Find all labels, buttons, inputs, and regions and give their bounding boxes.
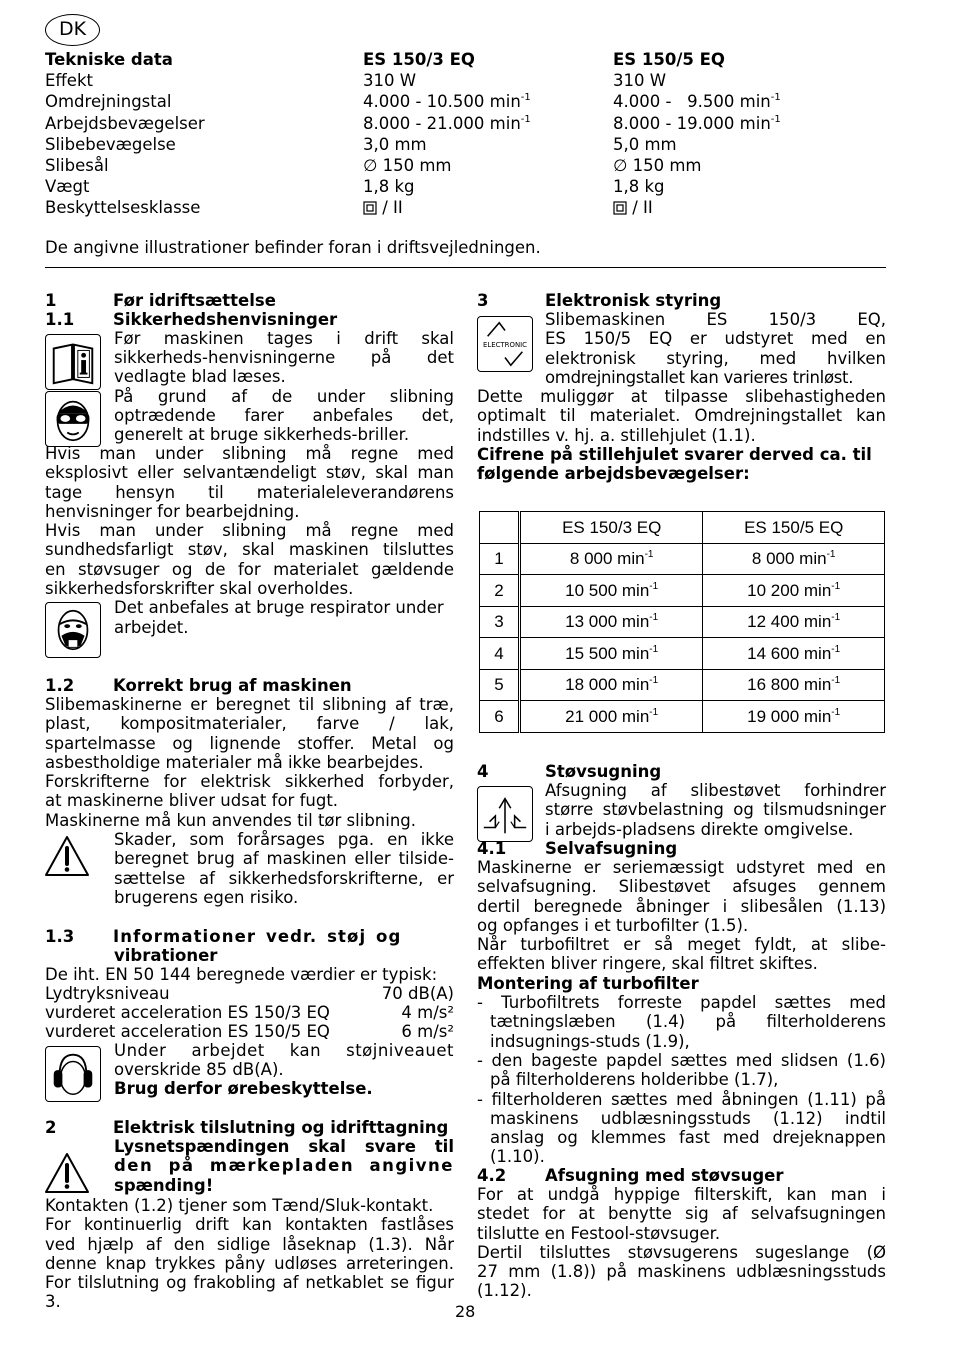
text-line: Afsugning af slibestøvet forhindrer bbox=[545, 781, 886, 800]
text-line: Maskinerne må kun anvendes til tør slibning. bbox=[45, 810, 417, 830]
section-1-2-heading: 1.2 Korrekt brug af maskinen bbox=[45, 676, 352, 695]
rpm-cell: 18 000 $\min^{-1}$ bbox=[520, 669, 703, 701]
rpm-row bbox=[480, 669, 885, 701]
text-line: anslag og klemmes fast med drejeknappen bbox=[490, 1128, 886, 1148]
dust-text bbox=[545, 781, 886, 839]
text-line: eksplosivt eller selvantændeligt støv, skal man bbox=[45, 463, 454, 483]
ear-protection-text-3: Brug derfor ørebeskyttelse. bbox=[114, 1079, 373, 1098]
text-line: For at undgå hyppige filterskift, kan man i bbox=[477, 1185, 886, 1204]
rpm-row bbox=[480, 701, 885, 733]
rpm-cell: 13 000 $\min^{-1}$ bbox=[520, 606, 703, 638]
text-line: optimalt til materialet. Omdrejningstallet kan bbox=[477, 406, 886, 426]
rpm-row bbox=[480, 638, 885, 670]
noise-row: Lydtryksniveau 70 dB(A) bbox=[45, 984, 454, 1003]
text-line: Slibemaskinerne er beregnet til slibning af træ, bbox=[45, 695, 454, 714]
text-line: Forskrifterne for elektrisk sikkerhed forbyder, bbox=[45, 772, 454, 792]
rpm-cell: 21 000 $\min^{-1}$ bbox=[520, 701, 703, 733]
rpm-setting: 3 bbox=[480, 606, 520, 638]
noise-row: vurderet acceleration ES 150/3 EQ 4 m/s² bbox=[45, 1003, 454, 1022]
switch-paragraph bbox=[45, 1196, 454, 1312]
rpm-setting: 5 bbox=[480, 669, 520, 701]
text-line: følgende arbejdsbevægelser: bbox=[477, 464, 750, 484]
rpm-cell: 15 500 $\min^{-1}$ bbox=[520, 638, 703, 670]
intended-use-paragraph bbox=[45, 695, 454, 830]
safety-text-2: sikkerheds-henvisningerne på det bbox=[114, 348, 454, 367]
section-1-heading: 1 Før idriftsættelse bbox=[45, 291, 276, 310]
text-line: indsugnings-studs (1.9), bbox=[490, 1031, 690, 1051]
spec-row bbox=[45, 92, 781, 113]
ear-protection-text-2: overskride 85 dB(A). bbox=[114, 1060, 284, 1079]
text-line: Hvis man under slibning må regne med bbox=[45, 521, 454, 541]
spec-value: 4.000 - 10.500 $\min^{-1}$ bbox=[363, 92, 531, 112]
safety-text-5: optrædende farer anbefales det, bbox=[114, 406, 454, 425]
self-extraction-paragraph bbox=[477, 858, 886, 1167]
ear-protection-text-1: Under arbejdet kan støjniveauet bbox=[114, 1041, 454, 1060]
rpm-row bbox=[480, 606, 885, 638]
text-line: Dertil tilsluttes støvsugerens sugeslange (Ø bbox=[477, 1242, 886, 1262]
subheading: Montering af turbofilter bbox=[477, 973, 699, 993]
section-4-heading: 4 Støvsugning bbox=[477, 762, 662, 781]
text-line: sundhedsfarligt støv, skal maskinen tilsluttes bbox=[45, 540, 454, 560]
text-line: asbestholdige materialer må ikke bearbejdes. bbox=[45, 752, 424, 772]
protection-class-icon bbox=[613, 201, 627, 215]
protection-class-icon bbox=[363, 201, 377, 215]
spec-label: Arbejdsbevægelser bbox=[45, 113, 205, 133]
spec-value: 5,0 mm bbox=[613, 134, 677, 154]
page-number: 28 bbox=[455, 1302, 476, 1321]
text-line: 3. bbox=[45, 1292, 61, 1312]
text-line: Lysnetspændingen skal svare til bbox=[114, 1137, 454, 1156]
spec-label: Slibebevægelse bbox=[45, 134, 176, 154]
text-line: - den bageste papdel sættes med slidsen (1.6) bbox=[477, 1050, 886, 1070]
text-line: Skader, som forårsages pga. en ikke bbox=[114, 830, 454, 849]
text-line: henvisninger for bearbejdning. bbox=[45, 501, 300, 521]
text-line: dertil beregnede åbninger i slibesålen (1.13) bbox=[477, 896, 886, 916]
spec-value: / II bbox=[363, 198, 613, 219]
warning-icon bbox=[44, 1152, 90, 1194]
rpm-header-cell: ES 150/5 EQ bbox=[703, 512, 885, 544]
rpm-table bbox=[479, 511, 885, 733]
text-line: effekten bliver ringere, skal filtret skiftes. bbox=[477, 954, 818, 974]
section-4-2-heading: 4.2 Afsugning med støvsuger bbox=[477, 1166, 784, 1185]
spec-label: Omdrejningstal bbox=[45, 92, 172, 112]
text-line: Kontakten (1.2) tjener som Tænd/Sluk-kontakt. bbox=[45, 1196, 434, 1215]
rpm-header-row bbox=[480, 512, 885, 544]
safety-text-4: På grund af de under slibning bbox=[114, 387, 454, 406]
text-line: tage hensyn til materialeleverandørens bbox=[45, 482, 454, 502]
spec-label: Vægt bbox=[45, 177, 90, 197]
spec-table bbox=[45, 50, 781, 220]
spec-value: 1,8 kg bbox=[613, 177, 665, 197]
respirator-icon bbox=[45, 602, 101, 658]
text-line: at maskinerne bliver udsat for fugt. bbox=[45, 791, 339, 811]
svg-text:ELECTRONIC: ELECTRONIC bbox=[482, 340, 528, 349]
rpm-setting: 6 bbox=[480, 701, 520, 733]
text-line: (1.10). bbox=[490, 1147, 545, 1167]
noise-intro: De iht. EN 50 144 beregnede værdier er typisk: bbox=[45, 965, 438, 984]
respirator-text-1: Det anbefales at bruge respirator under bbox=[114, 598, 444, 617]
misuse-warning-text bbox=[114, 830, 454, 907]
rpm-cell: 10 500 $\min^{-1}$ bbox=[520, 575, 703, 607]
electronic-icon bbox=[477, 316, 533, 372]
rpm-cell: 12 400 $\min^{-1}$ bbox=[703, 606, 885, 638]
spec-value: 4.000 - 9.500 $\min^{-1}$ bbox=[613, 92, 781, 112]
text-line: elektronisk styring, med hvilken bbox=[545, 348, 886, 368]
spec-value: 8.000 - 21.000 $\min^{-1}$ bbox=[363, 113, 531, 133]
spec-label: Slibesål bbox=[45, 155, 109, 175]
spec-header-label: Tekniske data bbox=[45, 50, 173, 69]
section-4-1-heading: 4.1 Selvafsugning bbox=[477, 839, 678, 858]
text-line: sikkerhedsforskrifter skal overholdes. bbox=[45, 579, 354, 599]
text-line: denne knap trykkes påny udløses arreteringen. bbox=[45, 1253, 454, 1273]
language-badge: DK bbox=[45, 14, 100, 46]
electronic-paragraph bbox=[477, 387, 886, 483]
vacuum-paragraph bbox=[477, 1185, 886, 1301]
spec-row bbox=[45, 135, 781, 156]
text-line: For tilslutning og frakobling af netkablet se figur bbox=[45, 1273, 454, 1293]
spec-value: 310 W bbox=[363, 71, 417, 91]
spec-header-model-5: ES 150/5 EQ bbox=[613, 50, 725, 69]
spec-label: Effekt bbox=[45, 71, 93, 91]
text-line: - Turbofiltrets forreste papdel sættes med bbox=[477, 993, 886, 1013]
rpm-setting: 4 bbox=[480, 638, 520, 670]
text-line: og opfanges i et turbofilter (1.5). bbox=[477, 915, 749, 935]
spec-value: 310 W bbox=[613, 71, 667, 91]
safety-text-6: generelt at bruge sikkerheds-briller. bbox=[114, 425, 410, 444]
text-line: i arbejds-pladsens direkte omgivelse. bbox=[545, 819, 854, 839]
text-line: større støvbelastning og tilsmudsninger bbox=[545, 800, 886, 820]
text-line: For kontinuerlig drift kan kontakten fastlåses bbox=[45, 1215, 454, 1235]
spec-row bbox=[45, 198, 781, 219]
text-line: Slibemaskinen ES 150/3 EQ, bbox=[545, 310, 886, 329]
text-line: sættelse af sikkerhedsforskrifterne, er bbox=[114, 868, 454, 888]
text-line: selvafsugning. Slibestøvet afsuges gennem bbox=[477, 877, 886, 897]
voltage-warning-text bbox=[114, 1137, 454, 1195]
text-line: ES 150/5 EQ er udstyret med en bbox=[545, 329, 886, 349]
safety-text-3: vedlagte blad læses. bbox=[114, 367, 286, 386]
rpm-row bbox=[480, 575, 885, 607]
section-2-heading: 2 Elektrisk tilslutning og idrifttagning bbox=[45, 1118, 449, 1137]
text-line: Dette muliggør at tilpasse slibehastigheden bbox=[477, 387, 886, 406]
rpm-row bbox=[480, 543, 885, 575]
spec-row bbox=[45, 114, 781, 135]
text-line: brugerens egen risiko. bbox=[114, 887, 299, 907]
text-line: ved hjælp af den sidlige låseknap (1.3). Når bbox=[45, 1234, 454, 1254]
text-line: maskinens udblæsningsstuds (1.12) indtil bbox=[490, 1108, 886, 1128]
section-1-3-heading-cont: vibrationer bbox=[114, 946, 218, 965]
ear-protection-icon bbox=[45, 1046, 101, 1102]
spec-row bbox=[45, 177, 781, 198]
text-line: spænding! bbox=[114, 1175, 214, 1195]
text-line: spartelmasse og lignende stoffer. Metal og bbox=[45, 733, 454, 753]
text-line: beregnet brug af maskinen eller tilside- bbox=[114, 849, 454, 869]
spec-row bbox=[45, 71, 781, 92]
spec-header-model-3: ES 150/3 EQ bbox=[363, 50, 475, 69]
text-line: - filterholderen sættes med åbningen (1.11) på bbox=[477, 1089, 886, 1109]
rpm-cell bbox=[480, 512, 520, 544]
spec-value: / II bbox=[613, 198, 781, 219]
noise-row: vurderet acceleration ES 150/5 EQ 6 m/s² bbox=[45, 1022, 454, 1041]
text-line: plast, kompositmaterialer, farve / lak, bbox=[45, 714, 454, 734]
spec-value: 8.000 - 19.000 $\min^{-1}$ bbox=[613, 113, 781, 133]
rpm-cell: 8 000 $\min^{-1}$ bbox=[520, 543, 703, 575]
text-line: Når turbofiltret er så meget fyldt, at slibe- bbox=[477, 935, 886, 955]
electronic-text bbox=[545, 310, 886, 387]
rpm-cell: 16 800 $\min^{-1}$ bbox=[703, 669, 885, 701]
text-line: 27 mm (1.8)) på maskinens udblæsningsstuds bbox=[477, 1262, 886, 1282]
divider bbox=[45, 267, 886, 268]
spec-header-row bbox=[45, 50, 781, 71]
dust-extraction-icon bbox=[477, 786, 533, 842]
safety-text-1: Før maskinen tages i drift skal bbox=[114, 329, 454, 348]
text-line: den på mærkepladen angivne bbox=[114, 1156, 454, 1176]
respirator-text-2: arbejdet. bbox=[114, 618, 189, 637]
spec-value: ∅ 150 mm bbox=[613, 155, 702, 175]
text-line: tilslutte en Festool-støvsuger. bbox=[477, 1223, 721, 1243]
rpm-setting: 1 bbox=[480, 543, 520, 575]
rpm-cell: 19 000 $\min^{-1}$ bbox=[703, 701, 885, 733]
text-line: omdrejningstallet kan varieres trinløst. bbox=[545, 367, 854, 387]
text-line: stedet for at benytte sig af selvafsugningen bbox=[477, 1204, 886, 1224]
text-line: tætningslæben (1.4) på filterholderens bbox=[490, 1012, 886, 1032]
text-line: på filterholderens holderibbe (1.7), bbox=[490, 1070, 779, 1090]
rpm-cell: 8 000 $\min^{-1}$ bbox=[703, 543, 885, 575]
illustration-note: De angivne illustrationer befinder foran i driftsvejledningen. bbox=[45, 238, 541, 257]
manual-info-icon bbox=[45, 334, 101, 390]
text-line: en støvsuger og de for materialet gældende bbox=[45, 559, 454, 579]
section-3-heading: 3 Elektronisk styring bbox=[477, 291, 722, 310]
rpm-cell: 10 200 $\min^{-1}$ bbox=[703, 575, 885, 607]
spec-row bbox=[45, 156, 781, 177]
spec-value: 3,0 mm bbox=[363, 134, 427, 154]
text-line: Hvis man under slibning må regne med bbox=[45, 444, 454, 463]
spec-value: ∅ 150 mm bbox=[363, 155, 452, 175]
spec-label: Beskyttelsesklasse bbox=[45, 198, 201, 218]
text-line: Cifrene på stillehjulet svarer derved ca. til bbox=[477, 444, 872, 464]
text-line: Maskinerne er seriemæssigt udstyret med en bbox=[477, 858, 886, 877]
text-line: indstilles v. hj. a. stillehjulet (1.1). bbox=[477, 425, 756, 445]
text-line: (1.12). bbox=[477, 1281, 532, 1301]
rpm-setting: 2 bbox=[480, 575, 520, 607]
safety-goggles-icon bbox=[45, 391, 101, 447]
spec-value: 1,8 kg bbox=[363, 177, 415, 197]
rpm-cell: 14 600 $\min^{-1}$ bbox=[703, 638, 885, 670]
safety-paragraph-explosive bbox=[45, 444, 454, 598]
section-1-3-heading: 1.3 Informationer vedr. støj og bbox=[45, 927, 402, 946]
section-1-1-heading: 1.1 Sikkerhedshenvisninger bbox=[45, 310, 338, 329]
rpm-header-cell: ES 150/3 EQ bbox=[520, 512, 703, 544]
warning-icon bbox=[44, 835, 90, 877]
